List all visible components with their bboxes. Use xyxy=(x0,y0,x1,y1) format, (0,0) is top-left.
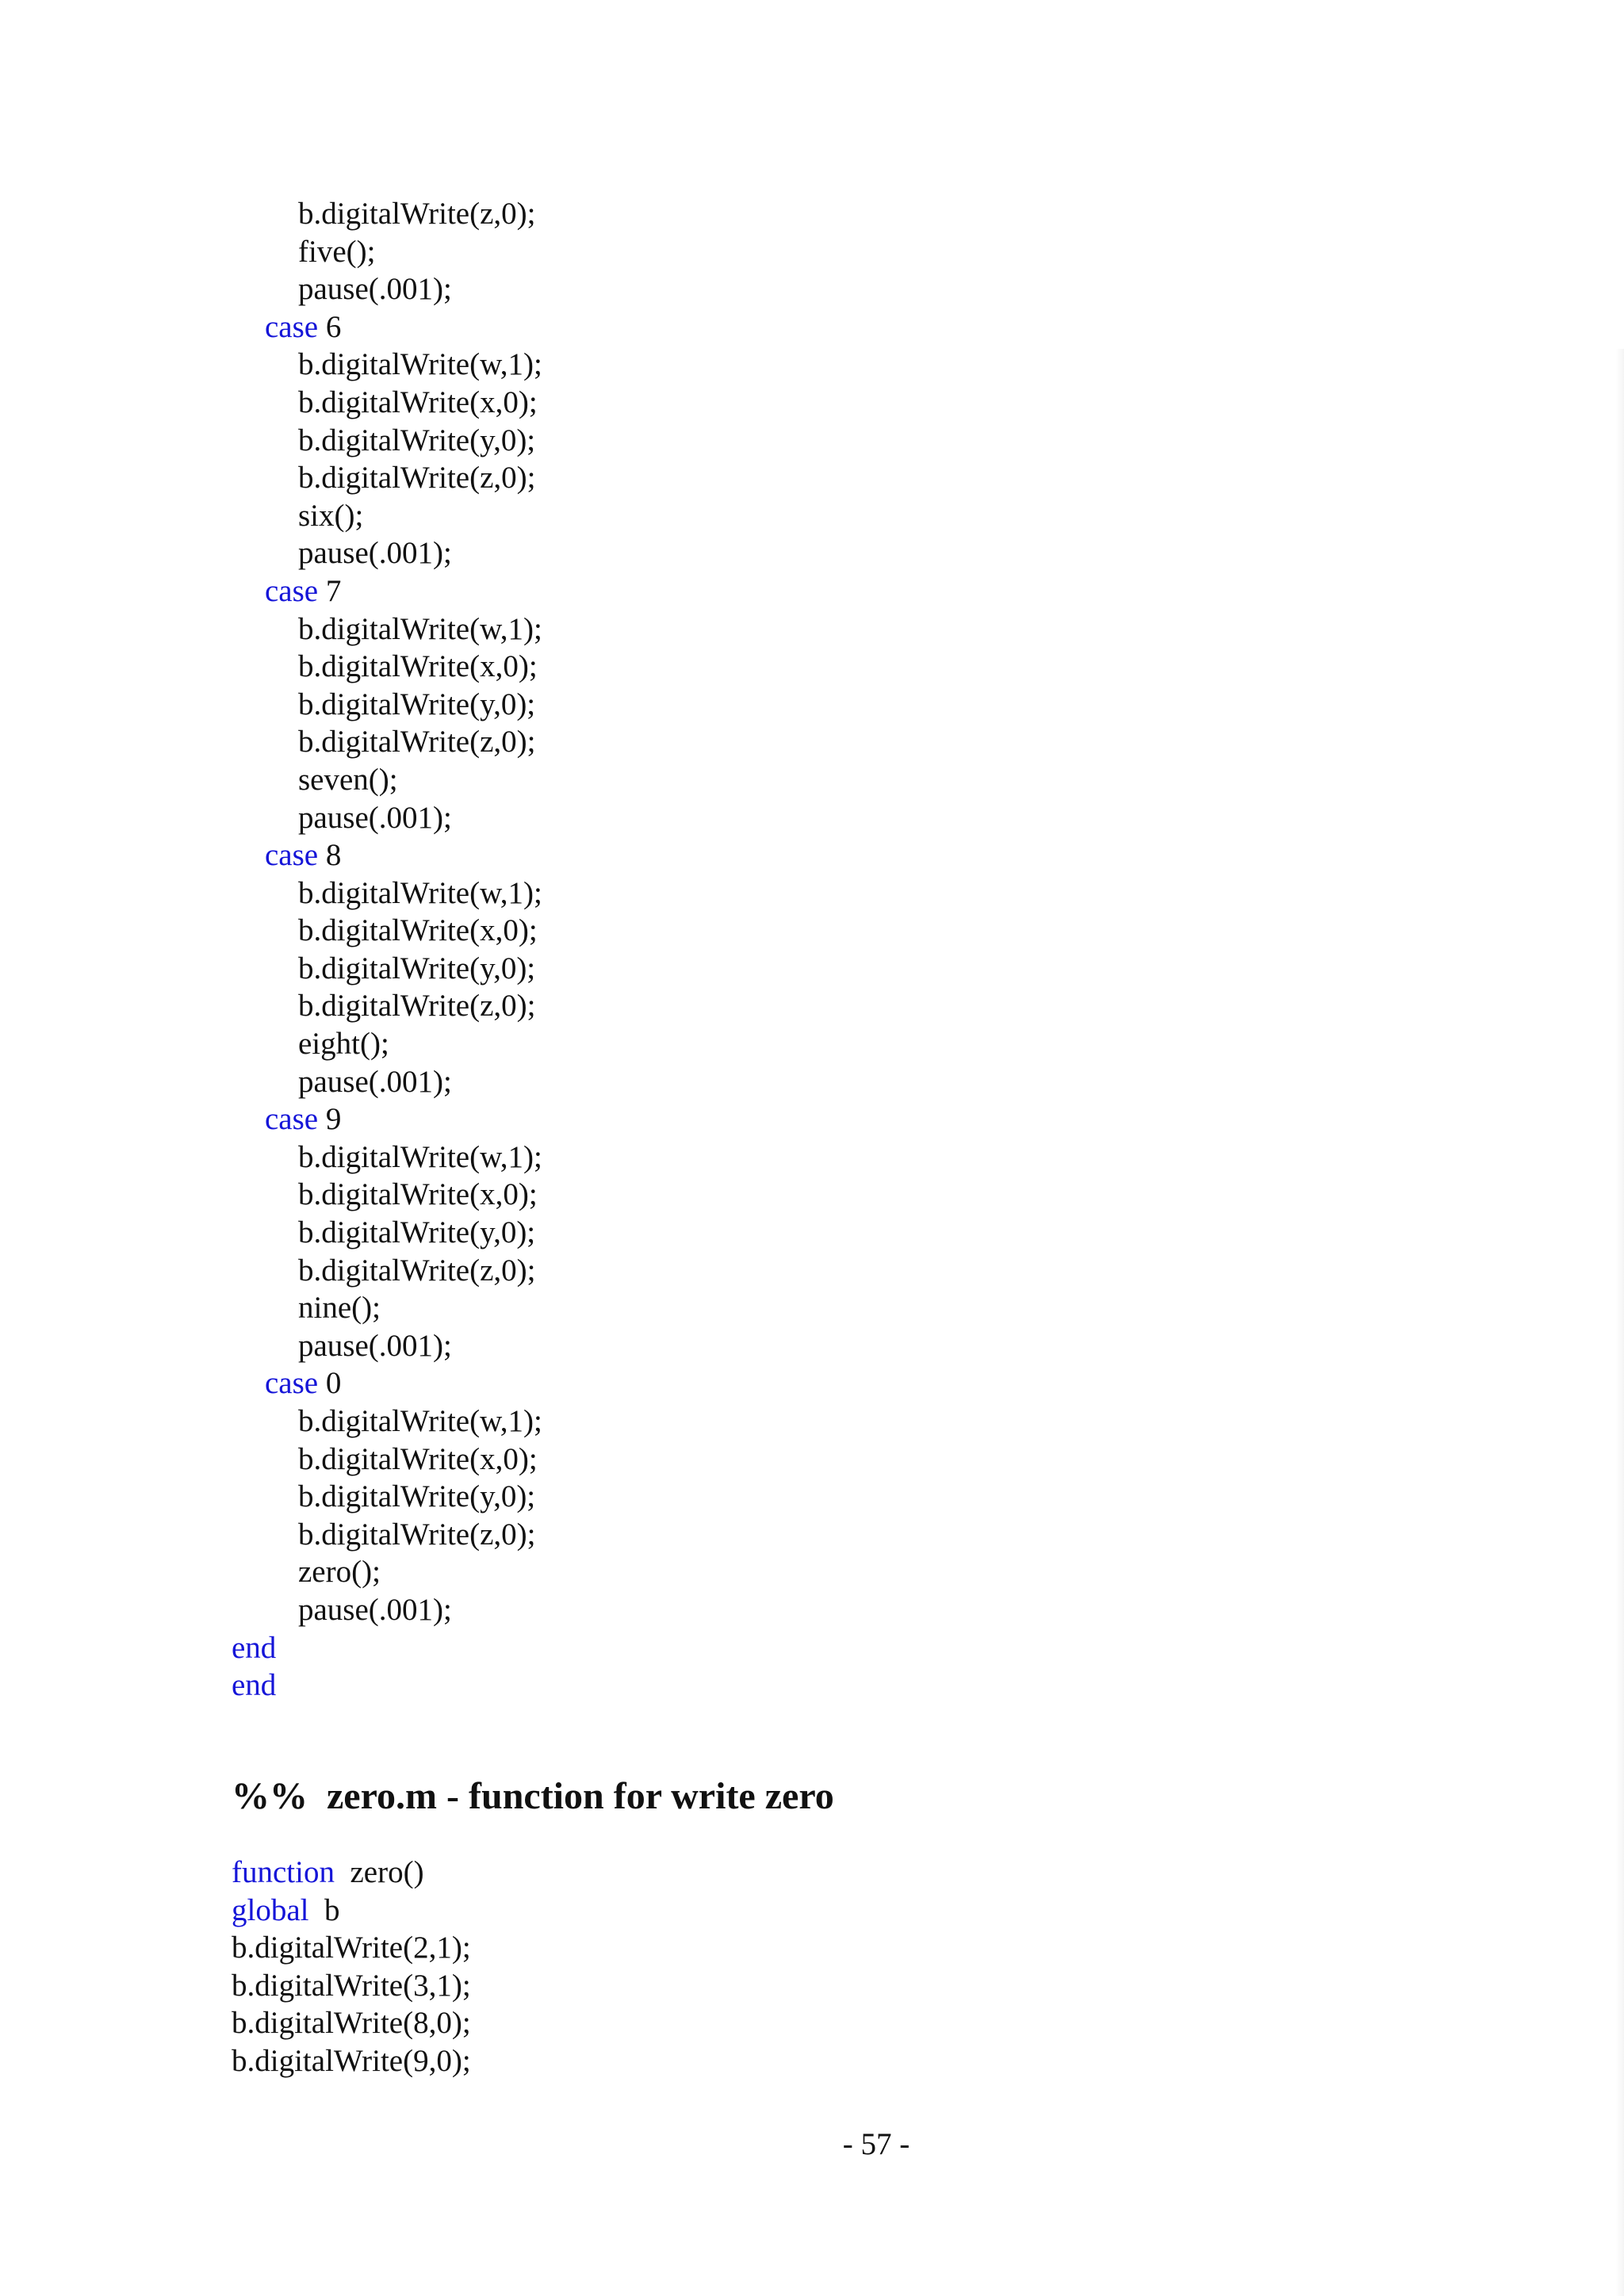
code-keyword: case xyxy=(265,309,319,344)
code-line xyxy=(232,1892,471,1930)
code-line xyxy=(232,799,542,837)
code-text: b.digitalWrite(y,0); xyxy=(298,1479,536,1514)
code-line xyxy=(232,610,542,649)
code-text: b.digitalWrite(w,1); xyxy=(298,1139,542,1174)
code-text: b.digitalWrite(z,0); xyxy=(298,989,536,1024)
code-line xyxy=(232,1214,542,1252)
code-text: b.digitalWrite(x,0); xyxy=(298,1441,538,1476)
code-line xyxy=(232,1025,542,1063)
code-line xyxy=(232,2042,471,2080)
code-text: pause(.001); xyxy=(298,800,452,835)
code-keyword: end xyxy=(232,1630,277,1665)
code-line xyxy=(232,459,542,497)
code-line xyxy=(232,761,542,799)
code-text: b.digitalWrite(x,0); xyxy=(298,913,538,948)
code-line xyxy=(232,2004,471,2042)
code-text: b.digitalWrite(y,0); xyxy=(298,951,536,985)
code-line xyxy=(232,346,542,384)
code-text: nine(); xyxy=(298,1291,381,1326)
code-line xyxy=(232,1252,542,1290)
code-text: 7 xyxy=(318,573,342,608)
code-line xyxy=(232,1327,542,1365)
code-line xyxy=(232,1364,542,1402)
code-listing-bottom xyxy=(232,1854,471,2080)
code-line xyxy=(232,1516,542,1554)
code-text: pause(.001); xyxy=(298,1592,452,1627)
code-text: pause(.001); xyxy=(298,1328,452,1363)
code-line xyxy=(232,1402,542,1441)
code-text: pause(.001); xyxy=(298,536,452,571)
code-line xyxy=(232,270,542,308)
code-text: five(); xyxy=(298,234,376,269)
code-text: b.digitalWrite(x,0); xyxy=(298,385,538,419)
code-keyword: case xyxy=(265,1366,319,1401)
code-line xyxy=(232,233,542,271)
code-line xyxy=(232,384,542,422)
code-text: b.digitalWrite(y,0); xyxy=(298,1215,536,1250)
code-line xyxy=(232,1063,542,1101)
code-line xyxy=(232,1441,542,1479)
code-text: b.digitalWrite(w,1); xyxy=(298,1404,542,1438)
code-line xyxy=(232,874,542,913)
page-edge-shadow xyxy=(1616,349,1624,2296)
code-text: b.digitalWrite(9,0); xyxy=(232,2043,471,2078)
code-keyword: end xyxy=(232,1668,277,1703)
code-line xyxy=(232,987,542,1025)
code-keyword: case xyxy=(265,1102,319,1137)
code-text: b.digitalWrite(x,0); xyxy=(298,1177,538,1212)
code-text: eight(); xyxy=(298,1027,389,1062)
code-text: 6 xyxy=(318,309,342,344)
code-text: b.digitalWrite(w,1); xyxy=(298,875,542,910)
code-text: 8 xyxy=(318,838,342,873)
code-line xyxy=(232,1929,471,1967)
section-heading: %% zero.m - function for write zero xyxy=(232,1775,834,1817)
code-text: zero() xyxy=(334,1855,424,1889)
code-text: b.digitalWrite(8,0); xyxy=(232,2006,471,2041)
code-text: b.digitalWrite(y,0); xyxy=(298,423,536,457)
code-keyword: function xyxy=(232,1855,335,1889)
code-line xyxy=(232,836,542,874)
code-line xyxy=(232,422,542,460)
code-line xyxy=(232,1138,542,1177)
code-line xyxy=(232,1629,542,1667)
code-text: b xyxy=(308,1892,340,1927)
code-text: b.digitalWrite(3,1); xyxy=(232,1968,471,2003)
code-line xyxy=(232,572,542,610)
code-line xyxy=(232,1289,542,1327)
code-text: six(); xyxy=(298,498,364,533)
code-text: b.digitalWrite(y,0); xyxy=(298,687,536,721)
code-line xyxy=(232,950,542,988)
code-line xyxy=(232,195,542,233)
code-text: b.digitalWrite(z,0); xyxy=(298,1517,536,1552)
code-text: b.digitalWrite(z,0); xyxy=(298,197,536,231)
code-text: b.digitalWrite(x,0); xyxy=(298,649,538,684)
code-text: 9 xyxy=(318,1102,342,1137)
code-line xyxy=(232,1667,542,1705)
code-text: zero(); xyxy=(298,1555,381,1590)
code-text: b.digitalWrite(w,1); xyxy=(298,347,542,382)
code-line xyxy=(232,1176,542,1214)
code-line xyxy=(232,912,542,950)
code-line xyxy=(232,1478,542,1516)
code-keyword: case xyxy=(265,573,319,608)
code-text: pause(.001); xyxy=(298,1064,452,1099)
code-line xyxy=(232,1854,471,1892)
code-text: pause(.001); xyxy=(298,272,452,307)
code-text: b.digitalWrite(z,0); xyxy=(298,461,536,496)
code-text: b.digitalWrite(z,0); xyxy=(298,1253,536,1288)
code-keyword: case xyxy=(265,838,319,873)
code-line xyxy=(232,497,542,535)
code-line xyxy=(232,1100,542,1138)
code-text: seven(); xyxy=(298,762,398,797)
code-line xyxy=(232,1591,542,1629)
code-line xyxy=(232,686,542,724)
code-keyword: global xyxy=(232,1892,309,1927)
code-line xyxy=(232,1967,471,2005)
code-text: b.digitalWrite(z,0); xyxy=(298,725,536,760)
code-listing-top xyxy=(232,195,542,1705)
code-line xyxy=(232,648,542,686)
code-line xyxy=(232,723,542,761)
code-text: b.digitalWrite(2,1); xyxy=(232,1931,471,1965)
code-text: b.digitalWrite(w,1); xyxy=(298,611,542,646)
code-line xyxy=(232,1553,542,1591)
code-text: 0 xyxy=(318,1366,342,1401)
code-line xyxy=(232,534,542,572)
page-number: - 57 - xyxy=(842,2127,910,2161)
code-line xyxy=(232,308,542,346)
